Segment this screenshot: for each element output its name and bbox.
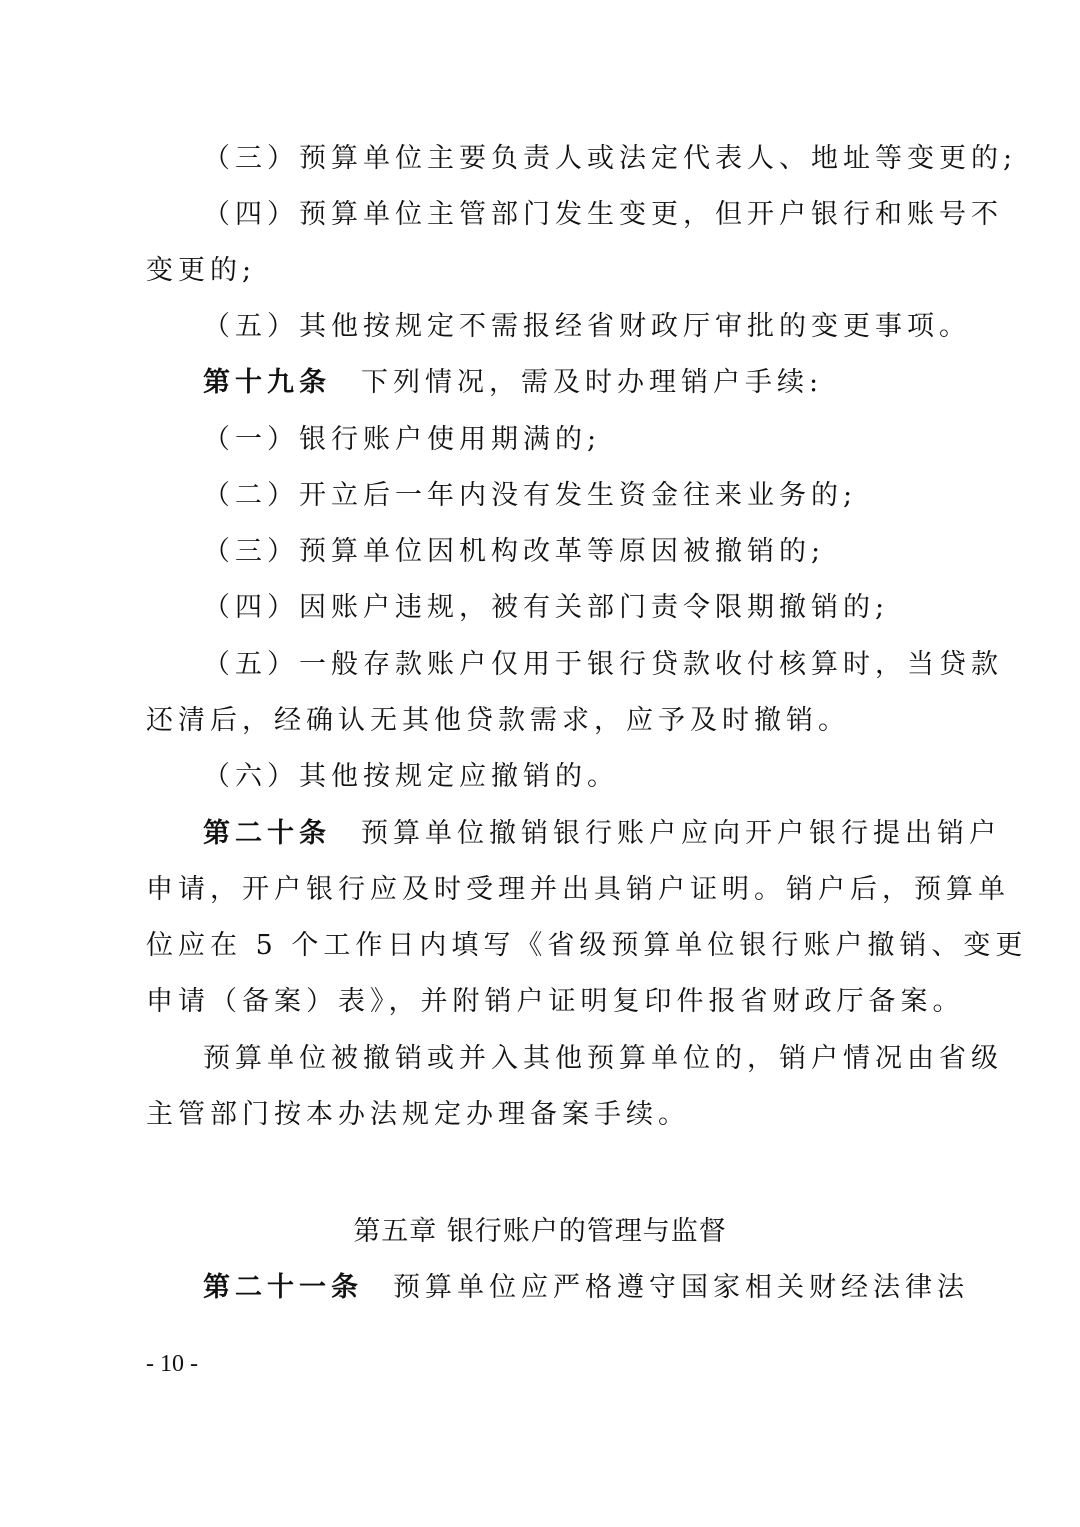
page-number: - 10 - — [146, 1351, 198, 1377]
paragraph-line: 申请（备案）表》，并附销户证明复印件报省财政厅备案。 — [146, 986, 965, 1017]
paragraph-line: （五）一般存款账户仅用于银行贷款收付核算时，当贷款 — [203, 649, 1003, 680]
article-19-text: 下列情况，需及时办理销户手续: — [361, 367, 824, 398]
paragraph-line: （四）因账户违规，被有关部门责令限期撤销的; — [203, 592, 890, 623]
paragraph-line: （四）预算单位主管部门发生变更，但开户银行和账号不 — [203, 199, 1003, 230]
article-21-text: 预算单位应严格遵守国家相关财经法律法 — [393, 1272, 969, 1303]
paragraph-line: 申请，开户银行应及时受理并出具销户证明。销户后，预算单 — [146, 874, 1010, 905]
paragraph-line: （三）预算单位因机构改革等原因被撤销的; — [203, 536, 826, 567]
article-20-line — [203, 814, 1001, 854]
paragraph-line: 还清后，经确认无其他贷款需求，应予及时撤销。 — [146, 705, 850, 736]
article-21-heading: 第二十一条 — [203, 1272, 363, 1303]
chapter-heading: 第五章 银行账户的管理与监督 — [353, 1216, 727, 1247]
article-19-line — [203, 363, 823, 403]
paragraph-line: （五）其他按规定不需报经省财政厅审批的变更事项。 — [203, 311, 971, 342]
paragraph-line: （三）预算单位主要负责人或法定代表人、地址等变更的; — [203, 143, 1018, 174]
paragraph-line: （一）银行账户使用期满的; — [203, 424, 602, 455]
article-19-heading: 第十九条 — [203, 367, 331, 398]
paragraph-line: 预算单位被撤销或并入其他预算单位的，销户情况由省级 — [203, 1043, 1003, 1074]
article-20-text: 预算单位撤销银行账户应向开户银行提出销户 — [361, 818, 1001, 849]
paragraph-line: （六）其他按规定应撤销的。 — [203, 761, 619, 792]
article-20-heading: 第二十条 — [203, 818, 331, 849]
paragraph-line: （二）开立后一年内没有发生资金往来业务的; — [203, 480, 858, 511]
paragraph-line: 位应在 5 个工作日内填写《省级预算单位银行账户撤销、变更 — [146, 930, 1028, 961]
article-21-line — [203, 1268, 969, 1308]
paragraph-line: 主管部门按本办法规定办理备案手续。 — [146, 1099, 690, 1130]
paragraph-line: 变更的; — [146, 255, 257, 286]
